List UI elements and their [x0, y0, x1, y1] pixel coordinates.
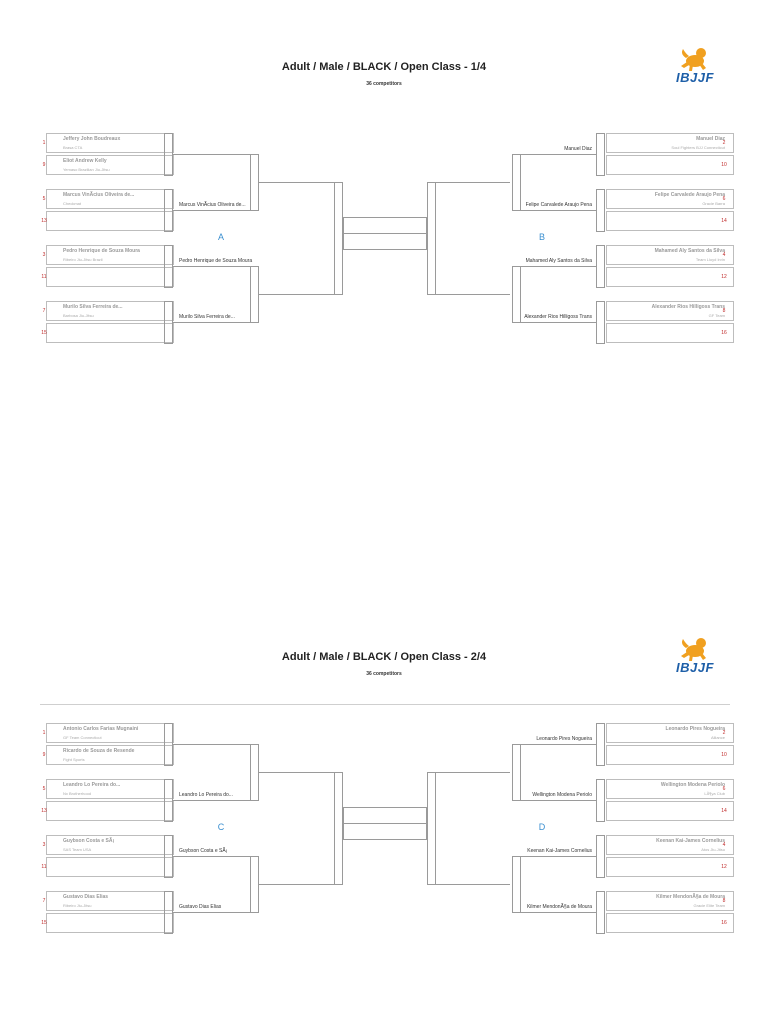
bracket-connector [250, 856, 259, 913]
seed-number: 9 [42, 162, 46, 168]
competitor-slot [46, 323, 174, 343]
competitor-slot [46, 891, 174, 911]
match-winner: Wellington Modena Periolo [532, 792, 592, 798]
competitor-name: Felipe Carvalede Araujo Pena [654, 192, 725, 198]
seed-number: 2 [722, 730, 726, 736]
competitor-slot [606, 779, 734, 799]
seed-number: 10 [721, 752, 727, 758]
seed-number: 3 [42, 842, 46, 848]
competitor-team: Checkmat [63, 201, 82, 206]
bracket-connector [596, 891, 605, 934]
competitor-slot [46, 801, 174, 821]
bracket-connector [250, 154, 259, 211]
competitor-slot [46, 857, 174, 877]
competitor-name: Pedro Henrique de Souza Moura [63, 248, 140, 254]
ibjjf-logo-text: IBJJF [676, 660, 714, 675]
competitor-name: Leonardo Pires Nogueira [665, 726, 725, 732]
seed-number: 4 [722, 842, 726, 848]
bracket-connector [164, 779, 173, 822]
competitor-team: Atos Jiu-Jitsu [701, 847, 725, 852]
seed-number: 1 [42, 730, 46, 736]
competitor-slot [46, 189, 174, 209]
bracket-connector [427, 884, 510, 885]
competitor-slot [606, 189, 734, 209]
competitor-team: LÃ¶ya Club [704, 791, 725, 796]
bracket-connector [427, 182, 510, 183]
bracket-connector [173, 322, 255, 323]
bracket-connector [596, 723, 605, 766]
competitor-slot [46, 723, 174, 743]
seed-number: 12 [721, 864, 727, 870]
bracket-connector [514, 266, 596, 267]
bracket-connector [596, 189, 605, 232]
bracket-connector [164, 133, 173, 176]
group-label: A [217, 232, 224, 242]
bracket-connector [164, 301, 173, 344]
bracket-connector [514, 744, 596, 745]
match-winner: Gustavo Dias Elias [179, 904, 222, 910]
seed-number: 2 [722, 140, 726, 146]
competitor-team: Brasa CTA [63, 145, 83, 150]
competitor-name: Alexander Rios Hilligoss Trans [651, 304, 725, 310]
competitor-team: SAS Team USA [63, 847, 92, 852]
bracket-connector [596, 245, 605, 288]
bracket-connector [334, 772, 343, 885]
competitor-slot [606, 857, 734, 877]
seed-number: 8 [722, 308, 726, 314]
seed-number: 7 [42, 308, 46, 314]
seed-number: 5 [42, 196, 46, 202]
match-winner: Murilo Silva Ferreira de... [179, 314, 235, 320]
bracket-connector [596, 133, 605, 176]
bracket-title: Adult / Male / BLACK / Open Class - 1/4 [281, 61, 487, 73]
bracket-connector [259, 294, 342, 295]
seed-number: 3 [42, 252, 46, 258]
bracket-connector [596, 301, 605, 344]
bracket-connector [514, 322, 596, 323]
competitor-slot [606, 301, 734, 321]
match-winner: Alexander Rios Hilligoss Trans [524, 314, 592, 320]
seed-number: 12 [721, 274, 727, 280]
bracket-connector [512, 856, 521, 913]
seed-number: 14 [721, 218, 727, 224]
competitor-team: Ribeiro Jiu-Jitsu Brazil [63, 257, 103, 262]
bracket-connector [173, 912, 255, 913]
match-winner: Pedro Henrique de Souza Moura [179, 258, 253, 264]
competitor-slot [606, 245, 734, 265]
ibjjf-logo [665, 44, 725, 94]
competitor-team: Soul Fighters BJJ Connecticut [671, 145, 725, 150]
ibjjf-logo [665, 634, 725, 684]
bracket-connector [173, 154, 255, 155]
competitor-slot [46, 267, 174, 287]
competitor-team: Gracie Elite Team [693, 903, 725, 908]
competitor-slot [46, 745, 174, 765]
competitor-team: Gracie Barra [702, 201, 725, 206]
competitor-name: Guybson Costa e SÃ¡ [63, 838, 115, 844]
bracket-connector [250, 266, 259, 323]
seed-number: 6 [722, 786, 726, 792]
competitor-slot [606, 267, 734, 287]
competitor-count: 36 competitors [366, 671, 402, 677]
competitor-team: GF Team Connecticut [63, 735, 102, 740]
bracket-connector [173, 800, 255, 801]
group-label: B [538, 232, 545, 242]
competitor-name: Kilmer MendonÃ§a de Moura [656, 894, 725, 900]
match-winner: Marcus VinÃcius Oliveira de... [179, 202, 246, 208]
competitor-name: Murilo Silva Ferreira de... [63, 304, 123, 310]
bracket-connector [427, 294, 510, 295]
seed-number: 8 [722, 898, 726, 904]
seed-number: 5 [42, 786, 46, 792]
competitor-name: Mahamed Aly Santos da Silva [654, 248, 725, 254]
competitor-slot [46, 913, 174, 933]
bracket-connector [164, 189, 173, 232]
seed-number: 15 [41, 920, 47, 926]
bracket-title: Adult / Male / BLACK / Open Class - 2/4 [281, 651, 487, 663]
competitor-slot [46, 155, 174, 175]
competitor-name: Jeffery John Boudreaux [63, 136, 121, 142]
competitor-team: Team Lloyd Irvin [695, 257, 725, 262]
bracket-connector [514, 800, 596, 801]
bracket-connector [259, 182, 342, 183]
competitor-slot [606, 155, 734, 175]
seed-number: 4 [722, 252, 726, 258]
bracket-connector [343, 233, 427, 234]
bracket-connector [173, 744, 255, 745]
match-winner: Manuel Diaz [564, 146, 592, 152]
bracket-connector [250, 744, 259, 801]
match-winner: Keenan Kai-James Cornelius [527, 848, 592, 854]
bracket-connector [173, 266, 255, 267]
seed-number: 13 [41, 218, 47, 224]
competitor-team: Nx Brotherhood [63, 791, 92, 796]
competitor-slot [606, 211, 734, 231]
competitor-slot [606, 723, 734, 743]
bracket-connector [259, 772, 342, 773]
bracket-connector [173, 856, 255, 857]
bracket-connector [173, 210, 255, 211]
match-winner: Leonardo Pires Nogueira [536, 736, 592, 742]
seed-number: 6 [722, 196, 726, 202]
match-winner: Felipe Carvalede Araujo Pena [525, 202, 592, 208]
competitor-slot [46, 211, 174, 231]
seed-number: 11 [41, 274, 47, 280]
bracket-connector [596, 779, 605, 822]
competitor-slot [46, 835, 174, 855]
competitor-slot [606, 801, 734, 821]
competitor-name: Keenan Kai-James Cornelius [656, 838, 725, 844]
group-label: D [538, 822, 546, 832]
bracket-connector [164, 891, 173, 934]
competitor-name: Gustavo Dias Elias [63, 894, 109, 900]
seed-number: 7 [42, 898, 46, 904]
ibjjf-logo-text: IBJJF [676, 70, 714, 85]
competitor-team: Ribeiro Jiu-Jitsu [63, 903, 92, 908]
seed-number: 10 [721, 162, 727, 168]
match-winner: Mahamed Aly Santos da Silva [525, 258, 592, 264]
bracket-connector [259, 884, 342, 885]
bracket-connector [514, 154, 596, 155]
seed-number: 15 [41, 330, 47, 336]
competitor-slot [606, 835, 734, 855]
competitor-slot [606, 133, 734, 153]
bracket-connector [427, 772, 436, 885]
seed-number: 13 [41, 808, 47, 814]
match-winner: Guybson Costa e SÃ¡ [179, 848, 228, 854]
competitor-slot [606, 745, 734, 765]
seed-number: 16 [721, 920, 727, 926]
competitor-name: Wellington Modena Periolo [660, 782, 725, 788]
seed-number: 1 [42, 140, 46, 146]
bracket-connector [596, 835, 605, 878]
competitor-name: Eliot Andrew Kelly [63, 158, 107, 164]
competitor-slot [606, 323, 734, 343]
ibjjf-lion-icon [665, 44, 725, 72]
bracket-connector [164, 245, 173, 288]
competitor-name: Ricardo de Souza de Resende [63, 748, 135, 754]
competitor-slot [46, 245, 174, 265]
competitor-name: Manuel Diaz [696, 136, 725, 142]
seed-number: 14 [721, 808, 727, 814]
bracket-connector [514, 856, 596, 857]
seed-number: 16 [721, 330, 727, 336]
seed-number: 11 [41, 864, 47, 870]
bracket-connector [512, 744, 521, 801]
bracket-connector [514, 210, 596, 211]
match-winner: Leandro Lo Pereira do... [179, 792, 233, 798]
competitor-team: GF Team [708, 313, 725, 318]
competitor-team: Barbosa Jiu-Jitsu [63, 313, 94, 318]
competitor-slot [46, 301, 174, 321]
bracket-connector [514, 912, 596, 913]
competitor-team: Fight Sports [63, 757, 85, 762]
bracket-connector [164, 723, 173, 766]
competitor-team: Yemaso Brazilian Jiu-Jitsu [63, 167, 110, 172]
bracket-connector [427, 182, 436, 295]
bracket-connector [334, 182, 343, 295]
bracket-connector [512, 154, 521, 211]
bracket-connector [427, 772, 510, 773]
group-label: C [217, 822, 225, 832]
competitor-slot [46, 133, 174, 153]
page-divider [40, 704, 730, 705]
seed-number: 9 [42, 752, 46, 758]
competitor-name: Antonio Carlos Farias Mugnaini [63, 726, 139, 732]
competitor-slot [46, 779, 174, 799]
competitor-slot [606, 913, 734, 933]
competitor-team: Alliance [710, 735, 725, 740]
bracket-connector [343, 823, 427, 824]
match-winner: Kilmer MendonÃ§a de Moura [526, 904, 592, 910]
competitor-name: Leandro Lo Pereira do... [63, 782, 121, 788]
bracket-connector [164, 835, 173, 878]
competitor-count: 36 competitors [366, 81, 402, 87]
bracket-connector [512, 266, 521, 323]
competitor-name: Marcus VinÃcius Oliveira de... [63, 192, 135, 198]
competitor-slot [606, 891, 734, 911]
ibjjf-lion-icon [665, 634, 725, 662]
